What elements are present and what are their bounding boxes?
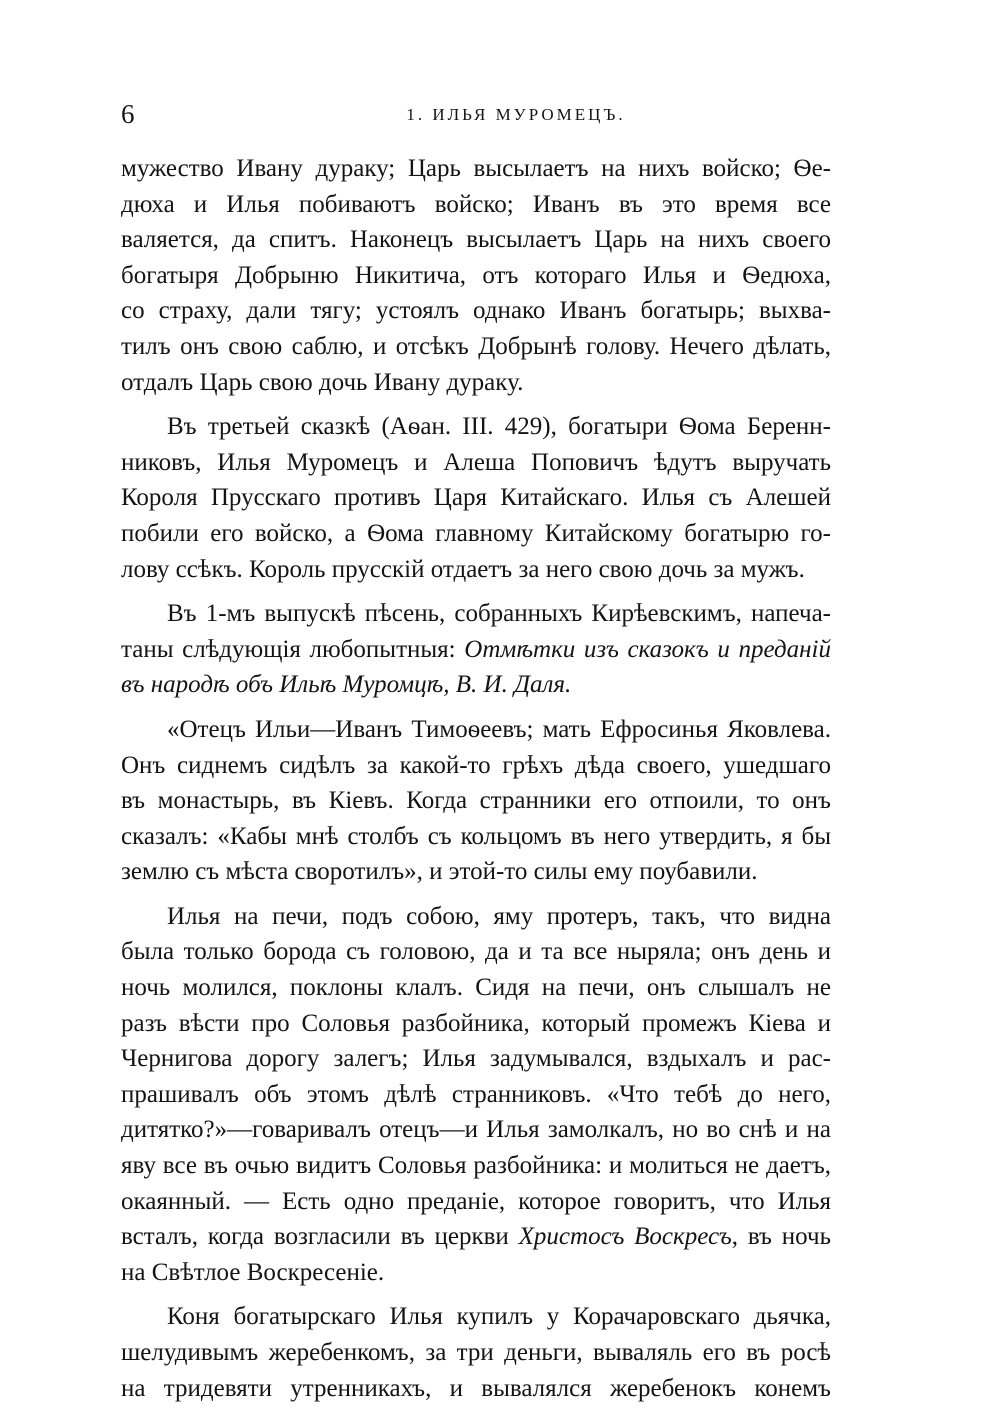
page-header: [121, 96, 831, 136]
text-line: побили его войско, а Ѳома главному Китайскому богатырю го-: [121, 519, 831, 547]
text-line: Онъ сиднемъ сидѣлъ за какой-то грѣхъ дѣда своего, ушедшаго: [121, 751, 831, 779]
text-line: шелудивымъ жеребенкомъ, за три деньги, вываляль его въ росѣ: [121, 1339, 831, 1366]
text-run: , въ ночь: [731, 1223, 831, 1251]
text-line: на тридевяти утренникахъ, и вывалялся жеребенокъ конемъ: [121, 1374, 831, 1402]
text-line: прашивалъ объ этомъ дѣлѣ странниковъ. «Что тебѣ до него,: [121, 1080, 831, 1108]
paragraph: [121, 899, 831, 1291]
italic-phrase: Христосъ Воскресъ: [518, 1223, 732, 1251]
paragraph: [121, 712, 831, 890]
text-line: [121, 632, 831, 668]
text-line: была только борода съ головою, да и та все ныряла; онъ день и: [121, 938, 831, 966]
page-number: 6: [121, 99, 135, 129]
text-line: дитятко?»—говаривалъ отецъ—и Илья замолкалъ, но во снѣ и на: [121, 1116, 831, 1144]
paragraph: [121, 409, 831, 587]
text-line: сказалъ: «Кабы мнѣ столбъ съ кольцомъ въ него утвердить, я бы: [121, 822, 831, 850]
text-line: Короля Прусскаго противъ Царя Китайскаго. Илья съ Алешей: [121, 484, 831, 512]
text-run: всталъ, когда возгласили въ церкви: [121, 1223, 519, 1251]
text-line: «Отецъ Ильи—Иванъ Тимоѳеевъ; мать Ефросинья Яковлева.: [167, 715, 831, 743]
text-line: Чернигова дорогу залегъ; Илья задумывался, вздыхалъ и рас-: [121, 1045, 831, 1073]
text-line: валяется, да спитъ. Наконецъ высылаетъ Царь на нихъ своего: [121, 226, 831, 254]
text-line: Въ 1-мъ выпускѣ пѣсень, собранныхъ Кирѣевскимъ, напеча-: [167, 600, 831, 628]
text-run: таны слѣдующія любопытныя:: [121, 635, 465, 663]
text-line: Илья на печи, подъ собою, яму протеръ, такъ, что видна: [167, 902, 831, 930]
italic-title: Отмѣтки изъ сказокъ и преданій: [464, 635, 831, 663]
text-line: въ монастырь, въ Кіевъ. Когда странники его отпоили, то онъ: [121, 787, 831, 815]
text-line: богатыря Добрыню Никитича, отъ котораго Илья и Ѳедюха,: [121, 261, 831, 289]
text-line: лову ссѣкъ. Король прусскій отдаетъ за него свою дочь за мужъ.: [121, 555, 805, 583]
text-line: мужество Ивану дураку; Царь высылаетъ на нихъ войско; Ѳе-: [121, 155, 831, 182]
text-line: разъ вѣсти про Соловья разбойника, который промежъ Кіева и: [121, 1009, 831, 1037]
text-line: окаянный. — Есть одно преданіе, которое говоритъ, что Илья: [121, 1187, 831, 1215]
running-head: 1. ИЛЬЯ МУРОМЕЦЪ.: [406, 105, 626, 124]
text-line: дюха и Илья побиваютъ войско; Иванъ въ это время все: [121, 190, 831, 218]
text-line: Коня богатырскаго Илья купилъ у Корачаровскаго дьячка,: [167, 1303, 831, 1331]
paragraph: [121, 596, 831, 703]
text-line: со страху, дали тягу; устоялъ однако Иванъ богатырь; выхва-: [121, 297, 831, 325]
text-line: тилъ онъ свою саблю, и отсѣкъ Добрынѣ голову. Нечего дѣлать,: [121, 332, 831, 360]
italic-title: въ народѣ объ Ильѣ Муромцѣ, В. И. Даля.: [121, 671, 572, 699]
text-line: землю съ мѣста своротилъ», и этой-то силы ему поубавили.: [121, 858, 758, 886]
text-line: яву все въ очью видитъ Соловья разбойника: и молиться не даетъ,: [121, 1152, 831, 1180]
text-line: никовъ, Илья Муромецъ и Алеша Поповичъ ѣдутъ выручать: [121, 448, 831, 476]
body-text: [121, 151, 831, 1406]
text-line: отдалъ Царь свою дочь Ивану дураку.: [121, 368, 524, 396]
paragraph: [121, 1299, 831, 1406]
text-line: Въ третьей сказкѣ (Аѳан. III. 429), богатыри Ѳома Беренн-: [167, 413, 831, 441]
paragraph: [121, 151, 831, 400]
text-line: [121, 1219, 831, 1255]
text-line: на Свѣтлое Воскресеніе.: [121, 1258, 385, 1286]
text-line: ночь молился, поклоны клалъ. Сидя на печи, онъ слышалъ не: [121, 974, 831, 1002]
